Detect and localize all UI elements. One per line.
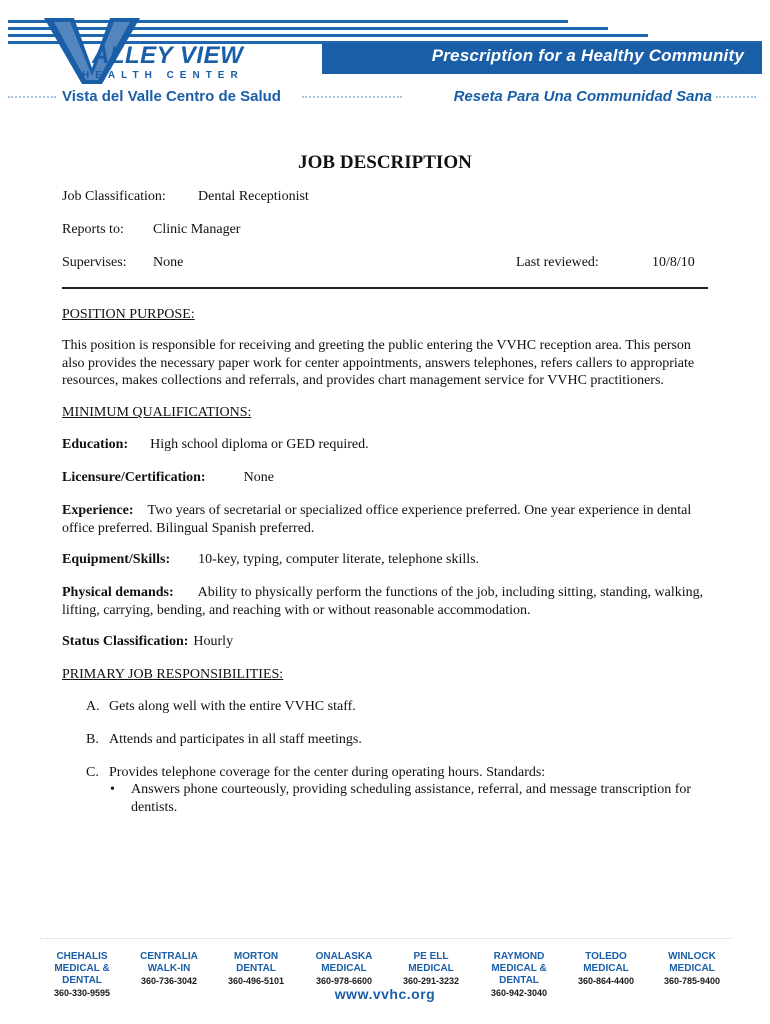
licensure-value: None	[243, 470, 274, 485]
location-phone: 360-736-3042	[140, 976, 198, 986]
education-value: High school diploma or GED required.	[150, 437, 369, 452]
education-row	[62, 436, 712, 454]
brand-subtitle: HEALTH CENTER	[82, 70, 244, 81]
equipment-label: Equipment/Skills:	[62, 552, 171, 567]
location-name: ONALASKA MEDICAL	[315, 951, 373, 974]
min-qualifications-heading: MINIMUM QUALIFICATIONS:	[62, 405, 252, 420]
status-row	[62, 633, 712, 651]
letterhead	[0, 0, 770, 125]
supervises-value: None	[153, 255, 184, 270]
horizontal-rule	[62, 287, 708, 289]
licensure-label: Licensure/Certification:	[62, 470, 206, 485]
licensure-row	[62, 469, 712, 487]
list-marker: B.	[86, 732, 99, 747]
tagline-english: Prescription for a Healthy Community	[431, 46, 744, 65]
location-phone: 360-978-6600	[315, 976, 373, 986]
status-label: Status Classification:	[62, 634, 189, 649]
list-marker: A.	[86, 699, 100, 714]
position-purpose-heading: POSITION PURPOSE:	[62, 307, 195, 322]
reports-to-value: Clinic Manager	[153, 222, 241, 237]
footer-location	[566, 951, 646, 987]
website-link[interactable]: www.vvhc.org	[334, 986, 436, 1002]
location-phone: 360-785-9400	[663, 976, 721, 986]
classification-label: Job Classification:	[62, 189, 166, 204]
location-name: RAYMOND MEDICAL & DENTAL	[491, 951, 547, 986]
physical-demands-label: Physical demands:	[62, 585, 174, 600]
dotted-divider	[8, 96, 56, 100]
physical-demands-value: Ability to physically perform the functions of the job, including sitting, standing, walking, lifting, carrying, bending, and reaching with or without reasonable accommodation.	[62, 585, 704, 618]
location-name: CENTRALIA WALK-IN	[140, 951, 198, 974]
dotted-divider	[716, 96, 756, 100]
footer-divider	[40, 938, 732, 939]
list-marker: C.	[86, 765, 99, 780]
footer-location	[648, 951, 736, 987]
footer-location	[298, 951, 390, 987]
location-name: PE ELL MEDICAL	[408, 951, 454, 974]
location-name: WINLOCK MEDICAL	[668, 951, 716, 974]
location-phone: 360-942-3040	[490, 988, 548, 998]
location-name: TOLEDO MEDICAL	[583, 951, 629, 974]
position-purpose-text: This position is responsible for receiving and greeting the public entering the VVHC reception area. This person also provides the necessary paper work for center appointments, answers telephones, refers callers to appropriate resources, makes collections and referrals, and provides chart management service for VVHC practitioners.	[62, 338, 695, 388]
location-phone: 360-496-5101	[227, 976, 285, 986]
experience-row	[62, 502, 712, 537]
tagline-spanish: Reseta Para Una Communidad Sana	[453, 88, 712, 105]
brand-name: ALLEY VIEW	[92, 42, 244, 69]
list-item: Provides telephone coverage for the center during operating hours. Standards:	[109, 765, 546, 780]
equipment-value: 10-key, typing, computer literate, telephone skills.	[198, 552, 480, 567]
location-phone: 360-291-3232	[402, 976, 460, 986]
location-name: MORTON DENTAL	[233, 951, 279, 974]
location-phone: 360-330-9595	[53, 988, 111, 998]
classification-value: Dental Receptionist	[198, 189, 309, 204]
bullet-item: Answers phone courteously, providing scheduling assistance, referral, and message transcription for dentists.	[131, 782, 692, 815]
equipment-row	[62, 551, 712, 569]
reports-to-label: Reports to:	[62, 222, 124, 237]
spanish-center-name: Vista del Valle Centro de Salud	[62, 88, 281, 105]
document-title: JOB DESCRIPTION	[298, 152, 472, 173]
experience-label: Experience:	[62, 503, 134, 518]
last-reviewed-label: Last reviewed:	[516, 255, 599, 270]
location-name: CHEHALIS MEDICAL & DENTAL	[54, 951, 110, 986]
location-phone: 360-864-4400	[577, 976, 635, 986]
footer-location	[214, 951, 298, 987]
status-value: Hourly	[193, 634, 234, 649]
list-item: Attends and participates in all staff meetings.	[109, 732, 362, 747]
footer-location	[392, 951, 470, 987]
footer-location	[124, 951, 214, 987]
education-label: Education:	[62, 437, 129, 452]
supervises-label: Supervises:	[62, 255, 127, 270]
bullet-icon: •	[110, 782, 115, 797]
experience-value: Two years of secretarial or specialized office experience preferred. One year experience in dental office preferred. Bilingual Spanish preferred.	[62, 503, 692, 536]
list-item: Gets along well with the entire VVHC staff.	[109, 699, 356, 714]
last-reviewed-value: 10/8/10	[652, 255, 695, 270]
responsibilities-heading: PRIMARY JOB RESPONSIBILITIES:	[62, 667, 284, 682]
dotted-divider	[302, 96, 402, 100]
physical-demands-row	[62, 584, 712, 619]
